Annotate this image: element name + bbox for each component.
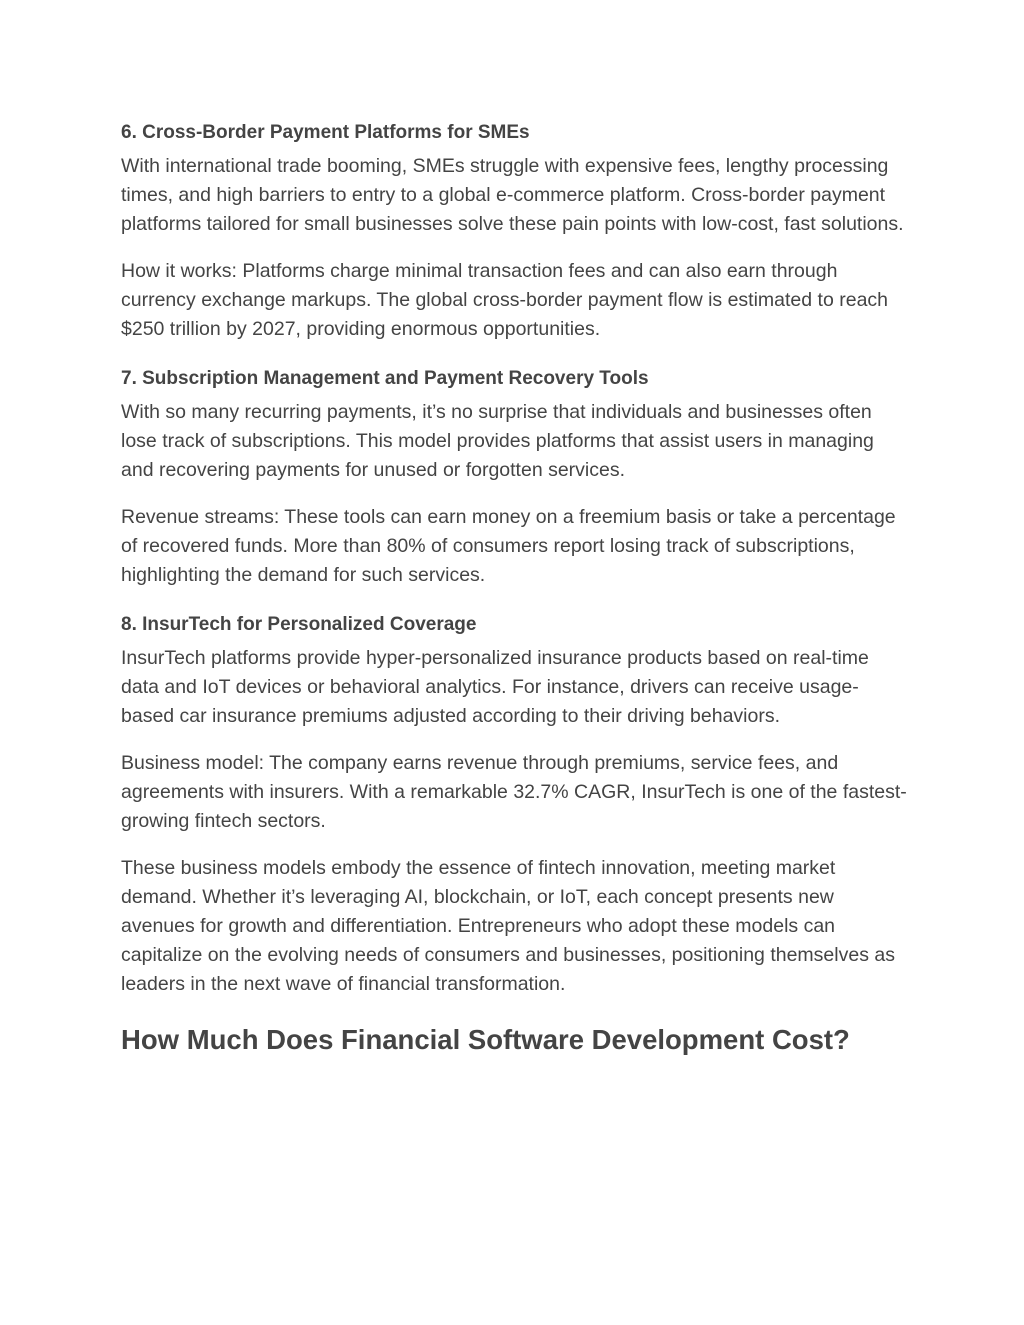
section-paragraph: With so many recurring payments, it’s no surprise that individuals and businesses often lose track of subscriptions. This model provides platforms that assist users in managing and recovering payments for unused or forgotten services. xyxy=(121,401,874,481)
section-paragraph: InsurTech platforms provide hyper-personalized insurance products based on real-time data and IoT devices or behavioral analytics. For instance, drivers can receive usage-based car insurance premiums adjusted according to their driving behaviors. xyxy=(121,647,869,727)
section-paragraph: How it works: Platforms charge minimal transaction fees and can also earn through currency exchange markups. The global cross-border payment flow is estimated to reach $250 trillion by 2027, providing enormous opportunities. xyxy=(121,260,889,340)
document-page xyxy=(121,120,911,1057)
section-insurtech xyxy=(121,612,911,999)
section-heading: 8. InsurTech for Personalized Coverage xyxy=(121,614,477,635)
section-heading: 6. Cross-Border Payment Platforms for SMEs xyxy=(121,122,530,143)
section-cross-border-payments xyxy=(121,120,911,344)
section-paragraph: Revenue streams: These tools can earn money on a freemium basis or take a percentage of recovered funds. More than 80% of consumers report losing track of subscriptions, highlighting the demand for such services. xyxy=(121,506,896,586)
conclusion-paragraph: These business models embody the essence of fintech innovation, meeting market demand. Whether it’s leveraging AI, blockchain, or IoT, each concept presents new avenues for growth and differentiation. Entrepreneurs who adopt these models can capitalize on the evolving needs of consumers and businesses, positioning themselves as leaders in the next wave of financial transformation. xyxy=(121,857,895,995)
section-subscription-management xyxy=(121,366,911,590)
section-paragraph: Business model: The company earns revenue through premiums, service fees, and agreements with insurers. With a remarkable 32.7% CAGR, InsurTech is one of the fastest-growing fintech sectors. xyxy=(121,752,907,832)
next-section-heading: How Much Does Financial Software Development Cost? xyxy=(121,1024,850,1055)
section-paragraph: With international trade booming, SMEs struggle with expensive fees, lengthy processing times, and high barriers to entry to a global e-commerce platform. Cross-border payment platforms tailored for small businesses solve these pain points with low-cost, fast solutions. xyxy=(121,155,904,235)
section-heading: 7. Subscription Management and Payment Recovery Tools xyxy=(121,368,649,389)
